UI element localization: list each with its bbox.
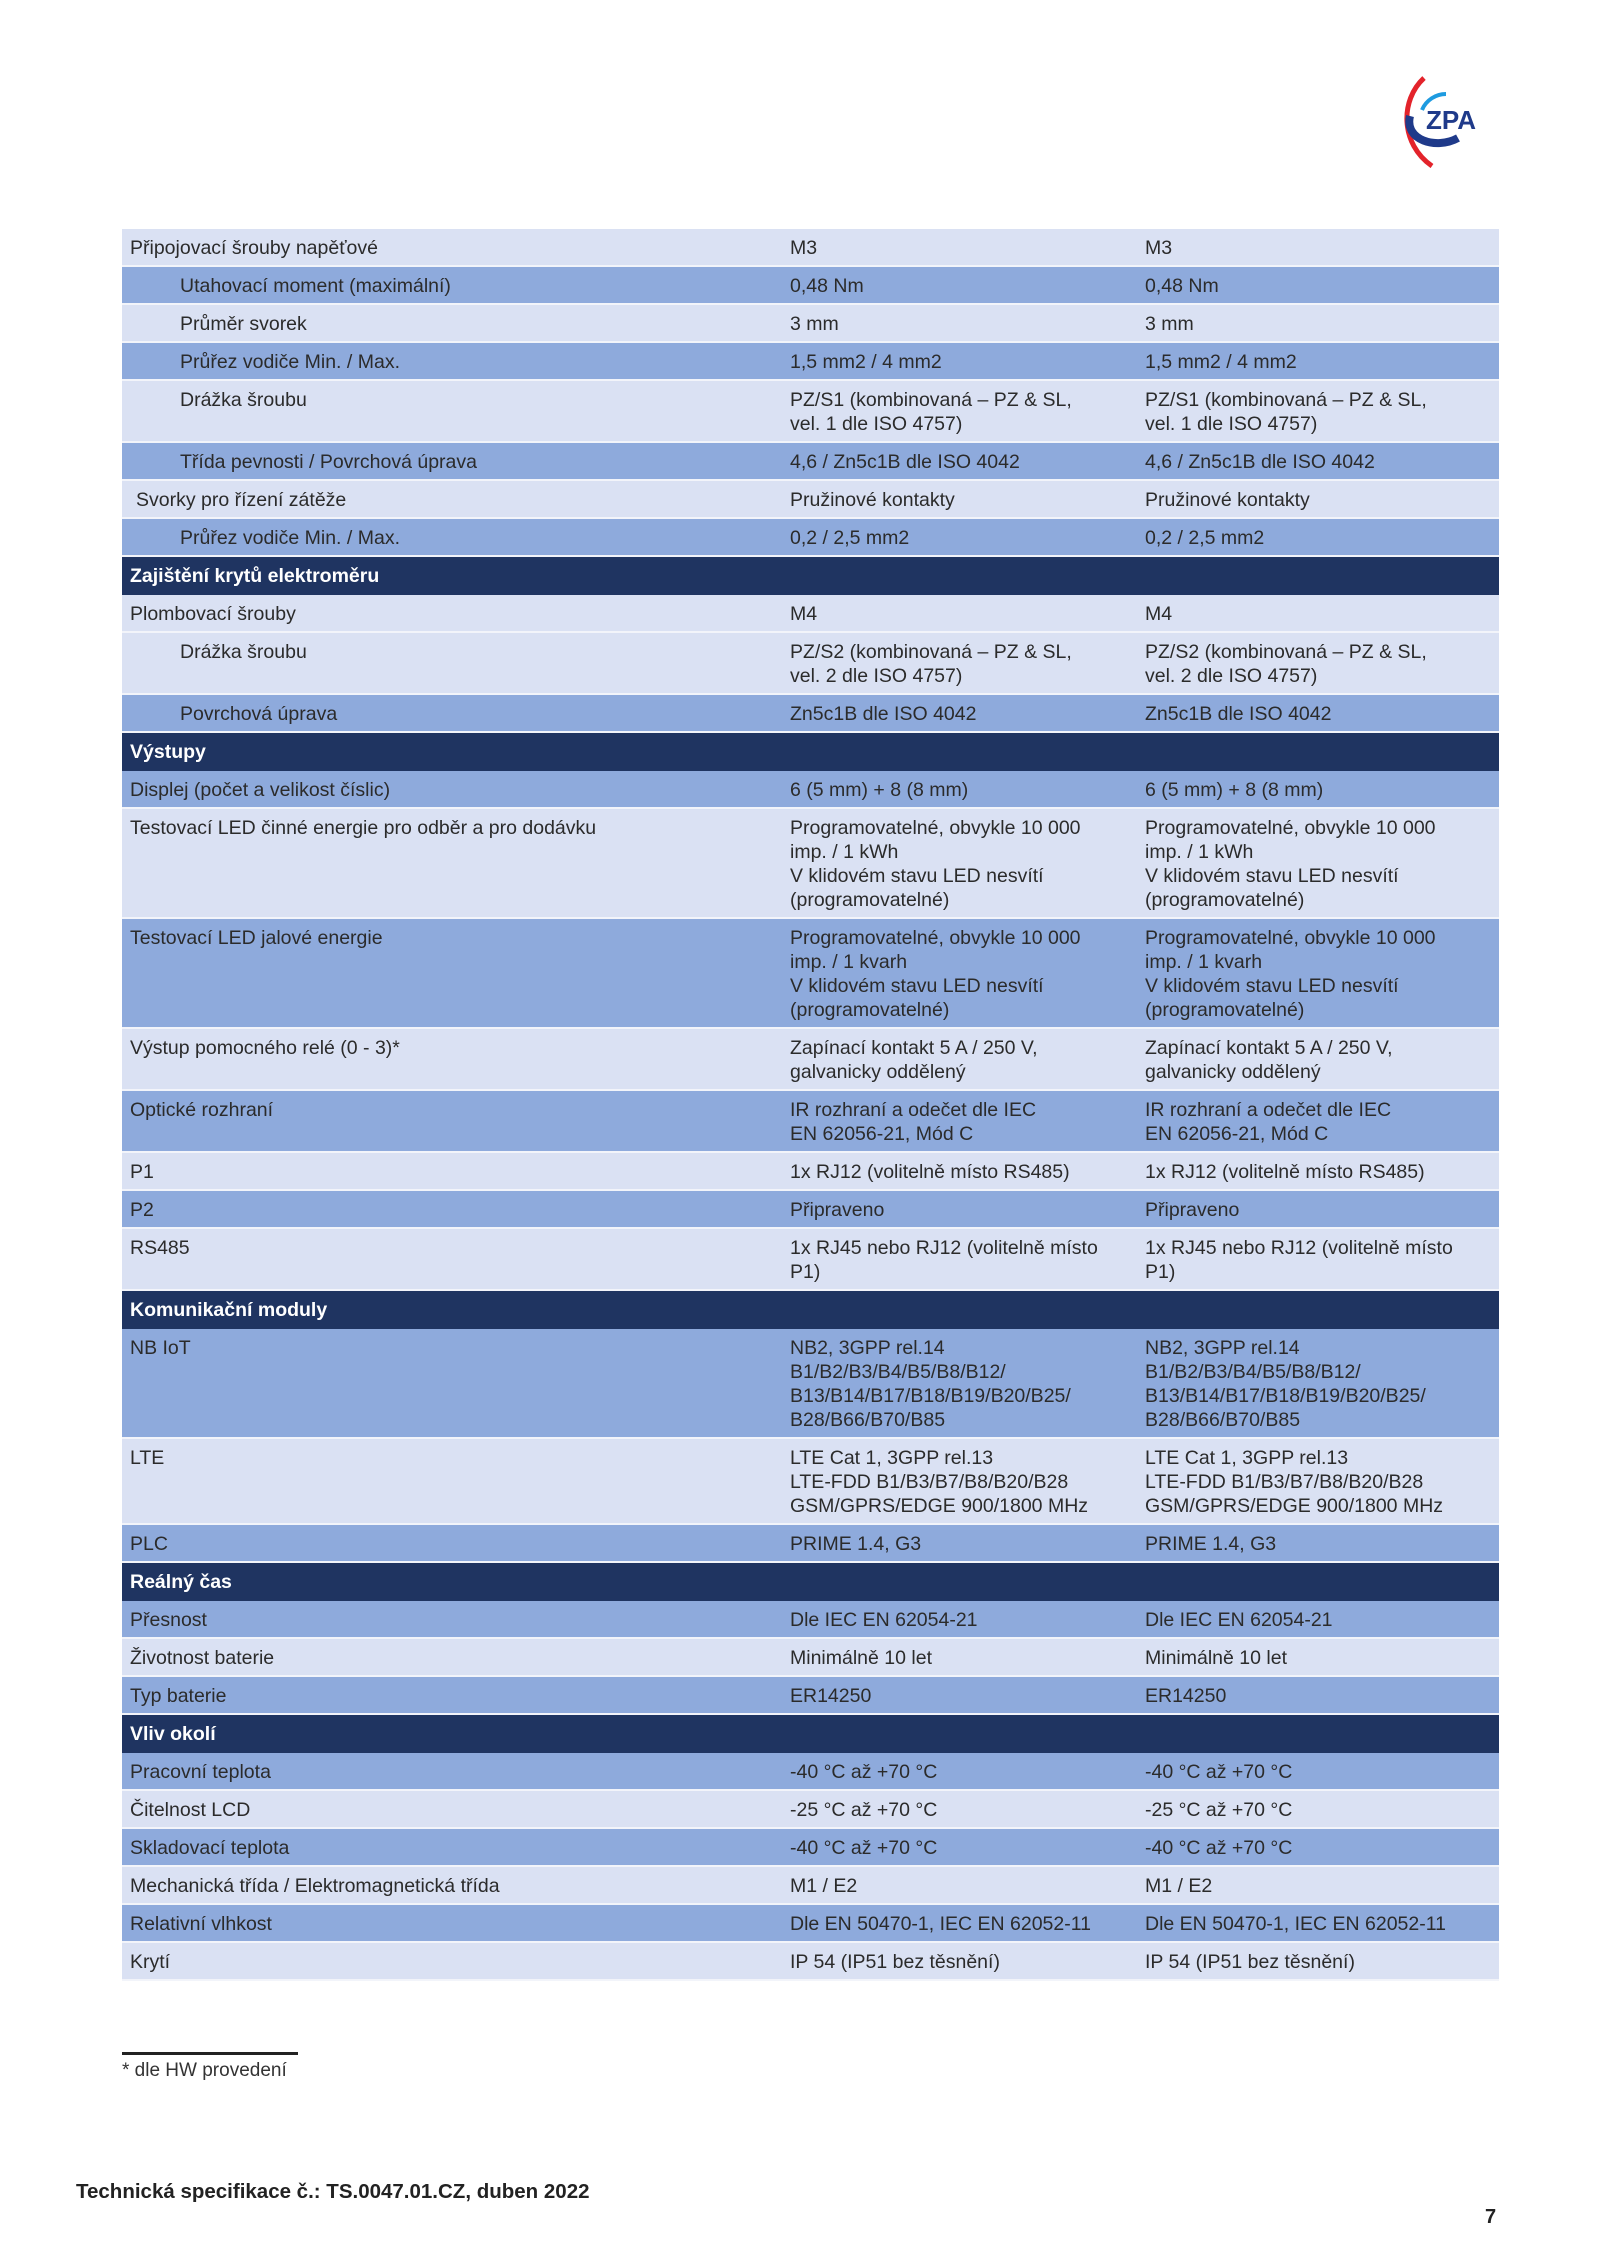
value-col-1 bbox=[790, 740, 1145, 764]
table-row bbox=[122, 1525, 1499, 1563]
table-row bbox=[122, 443, 1499, 481]
value-col-2: M4 bbox=[1145, 603, 1173, 625]
value-col-2 bbox=[1145, 1570, 1499, 1594]
row-label: Připojovací šrouby napěťové bbox=[130, 237, 378, 259]
row-label: Vliv okolí bbox=[130, 1723, 216, 1745]
value-col-1 bbox=[790, 1570, 1145, 1594]
row-label: Výstup pomocného relé (0 - 3)* bbox=[130, 1037, 400, 1059]
table-row bbox=[122, 1329, 1499, 1439]
row-label: Testovací LED činné energie pro odběr a pro dodávku bbox=[130, 817, 597, 839]
spec-table bbox=[122, 229, 1499, 1981]
value-col-2: 1,5 mm2 / 4 mm2 bbox=[1145, 351, 1297, 373]
row-label: Testovací LED jalové energie bbox=[130, 927, 383, 949]
page-number: 7 bbox=[1485, 2206, 1497, 2228]
table-row bbox=[122, 1829, 1499, 1867]
row-label: Mechanická třída / Elektromagnetická třída bbox=[130, 1875, 500, 1897]
value-col-2: IP 54 (IP51 bez těsnění) bbox=[1145, 1951, 1355, 1973]
value-col-2: -40 °C až +70 °C bbox=[1145, 1761, 1293, 1783]
value-col-1: LTE Cat 1, 3GPP rel.13 LTE-FDD B1/B3/B7/B8/B20/B28 GSM/GPRS/EDGE 900/1800 MHz bbox=[790, 1447, 1089, 1517]
row-label: P1 bbox=[130, 1161, 154, 1183]
footnote-divider bbox=[122, 2052, 298, 2055]
table-row bbox=[122, 519, 1499, 557]
row-label: Utahovací moment (maximální) bbox=[180, 275, 451, 297]
row-label: Drážka šroubu bbox=[180, 641, 307, 663]
value-col-2: Zapínací kontakt 5 A / 250 V, galvanicky oddělený bbox=[1145, 1037, 1393, 1083]
value-col-2: Pružinové kontakty bbox=[1145, 489, 1310, 511]
value-col-2: NB2, 3GPP rel.14 B1/B2/B3/B4/B5/B8/B12/ B13/B14/B17/B18/B19/B20/B25/ B28/B66/B70/B85 bbox=[1145, 1337, 1426, 1431]
row-label: Optické rozhraní bbox=[130, 1099, 274, 1121]
value-col-2: Programovatelné, obvykle 10 000 imp. / 1 kvarh V klidovém stavu LED nesvítí (programovatelné) bbox=[1145, 927, 1436, 1021]
value-col-1 bbox=[790, 1298, 1145, 1322]
value-col-1: Připraveno bbox=[790, 1199, 885, 1221]
table-row bbox=[122, 305, 1499, 343]
value-col-2: 6 (5 mm) + 8 (8 mm) bbox=[1145, 779, 1324, 801]
value-col-1: PZ/S2 (kombinovaná – PZ & SL, vel. 2 dle ISO 4757) bbox=[790, 641, 1072, 687]
row-label: Komunikační moduly bbox=[130, 1299, 328, 1321]
value-col-2 bbox=[1145, 740, 1499, 764]
value-col-2 bbox=[1145, 1298, 1499, 1322]
value-col-2: IR rozhraní a odečet dle IEC EN 62056-21, Mód C bbox=[1145, 1099, 1392, 1145]
value-col-2: 1x RJ12 (volitelně místo RS485) bbox=[1145, 1161, 1425, 1183]
value-col-2: 4,6 / Zn5c1B dle ISO 4042 bbox=[1145, 451, 1375, 473]
row-label: Zajištění krytů elektroměru bbox=[130, 565, 380, 587]
section-header-row bbox=[122, 1715, 1499, 1753]
footnote: * dle HW provedení bbox=[122, 2060, 287, 2081]
table-row bbox=[122, 1229, 1499, 1291]
table-row bbox=[122, 1029, 1499, 1091]
row-label: Displej (počet a velikost číslic) bbox=[130, 779, 391, 801]
value-col-2: 0,48 Nm bbox=[1145, 275, 1219, 297]
value-col-2: 0,2 / 2,5 mm2 bbox=[1145, 527, 1265, 549]
table-row bbox=[122, 1867, 1499, 1905]
value-col-2 bbox=[1145, 564, 1499, 588]
table-row bbox=[122, 595, 1499, 633]
value-col-2: M3 bbox=[1145, 237, 1173, 259]
value-col-2: Dle EN 50470-1, IEC EN 62052-11 bbox=[1145, 1913, 1446, 1935]
table-row bbox=[122, 1677, 1499, 1715]
value-col-1: 1x RJ12 (volitelně místo RS485) bbox=[790, 1161, 1070, 1183]
row-label: Reálný čas bbox=[130, 1571, 232, 1593]
value-col-1: NB2, 3GPP rel.14 B1/B2/B3/B4/B5/B8/B12/ B13/B14/B17/B18/B19/B20/B25/ B28/B66/B70/B85 bbox=[790, 1337, 1071, 1431]
value-col-1: Programovatelné, obvykle 10 000 imp. / 1 kWh V klidovém stavu LED nesvítí (programovatelné) bbox=[790, 817, 1081, 911]
value-col-1 bbox=[790, 1722, 1145, 1746]
table-row bbox=[122, 695, 1499, 733]
row-label: Průřez vodiče Min. / Max. bbox=[180, 527, 400, 549]
value-col-1: Dle EN 50470-1, IEC EN 62052-11 bbox=[790, 1913, 1091, 1935]
row-label: RS485 bbox=[130, 1237, 190, 1259]
footer-doc-id: Technická specifikace č.: TS.0047.01.CZ, duben 2022 bbox=[76, 2180, 590, 2203]
row-label: Průřez vodiče Min. / Max. bbox=[180, 351, 400, 373]
value-col-1: PZ/S1 (kombinovaná – PZ & SL, vel. 1 dle ISO 4757) bbox=[790, 389, 1072, 435]
table-row bbox=[122, 1439, 1499, 1525]
row-label: Povrchová úprava bbox=[180, 703, 338, 725]
value-col-1: M4 bbox=[790, 603, 818, 625]
row-label: Čitelnost LCD bbox=[130, 1799, 251, 1821]
section-header-row bbox=[122, 557, 1499, 595]
row-label: Svorky pro řízení zátěže bbox=[136, 489, 347, 511]
value-col-2: Zn5c1B dle ISO 4042 bbox=[1145, 703, 1332, 725]
table-row bbox=[122, 481, 1499, 519]
value-col-2 bbox=[1145, 1722, 1499, 1746]
value-col-1: 0,48 Nm bbox=[790, 275, 864, 297]
table-row bbox=[122, 1153, 1499, 1191]
table-row bbox=[122, 1601, 1499, 1639]
value-col-2: Připraveno bbox=[1145, 1199, 1240, 1221]
value-col-1: 3 mm bbox=[790, 313, 839, 335]
row-label: Drážka šroubu bbox=[180, 389, 307, 411]
value-col-2: PZ/S1 (kombinovaná – PZ & SL, vel. 1 dle ISO 4757) bbox=[1145, 389, 1427, 435]
value-col-2: -40 °C až +70 °C bbox=[1145, 1837, 1293, 1859]
table-row bbox=[122, 1943, 1499, 1981]
value-col-2: 3 mm bbox=[1145, 313, 1194, 335]
table-row bbox=[122, 919, 1499, 1029]
value-col-1 bbox=[790, 564, 1145, 588]
value-col-1: -25 °C až +70 °C bbox=[790, 1799, 938, 1821]
value-col-1: -40 °C až +70 °C bbox=[790, 1761, 938, 1783]
row-label: Přesnost bbox=[130, 1609, 207, 1631]
table-row bbox=[122, 1905, 1499, 1943]
value-col-2: M1 / E2 bbox=[1145, 1875, 1213, 1897]
value-col-1: 4,6 / Zn5c1B dle ISO 4042 bbox=[790, 451, 1020, 473]
section-header-row bbox=[122, 733, 1499, 771]
value-col-1: ER14250 bbox=[790, 1685, 872, 1707]
row-label: Relativní vlhkost bbox=[130, 1913, 272, 1935]
row-label: Plombovací šrouby bbox=[130, 603, 296, 625]
value-col-1: 6 (5 mm) + 8 (8 mm) bbox=[790, 779, 969, 801]
value-col-1: M1 / E2 bbox=[790, 1875, 858, 1897]
table-row bbox=[122, 267, 1499, 305]
table-row bbox=[122, 1639, 1499, 1677]
zpa-logo bbox=[1396, 74, 1500, 168]
value-col-2: Programovatelné, obvykle 10 000 imp. / 1 kWh V klidovém stavu LED nesvítí (programovatelné) bbox=[1145, 817, 1436, 911]
row-label: Typ baterie bbox=[130, 1685, 227, 1707]
value-col-2: 1x RJ45 nebo RJ12 (volitelně místo P1) bbox=[1145, 1237, 1453, 1283]
row-label: PLC bbox=[130, 1533, 168, 1555]
table-row bbox=[122, 1091, 1499, 1153]
row-label: Výstupy bbox=[130, 741, 206, 763]
value-col-2: Minimálně 10 let bbox=[1145, 1647, 1287, 1669]
value-col-1: Minimálně 10 let bbox=[790, 1647, 932, 1669]
table-row bbox=[122, 229, 1499, 267]
row-label: Průměr svorek bbox=[180, 313, 307, 335]
row-label: NB IoT bbox=[130, 1337, 191, 1359]
table-row bbox=[122, 1191, 1499, 1229]
value-col-1: 0,2 / 2,5 mm2 bbox=[790, 527, 910, 549]
svg-text:ZPA: ZPA bbox=[1426, 105, 1477, 135]
value-col-1: Zn5c1B dle ISO 4042 bbox=[790, 703, 977, 725]
value-col-1: -40 °C až +70 °C bbox=[790, 1837, 938, 1859]
row-label: Životnost baterie bbox=[130, 1647, 275, 1669]
value-col-1: IP 54 (IP51 bez těsnění) bbox=[790, 1951, 1000, 1973]
value-col-1: 1,5 mm2 / 4 mm2 bbox=[790, 351, 942, 373]
row-label: LTE bbox=[130, 1447, 165, 1469]
row-label: Třída pevnosti / Povrchová úprava bbox=[180, 451, 477, 473]
table-row bbox=[122, 771, 1499, 809]
value-col-1: PRIME 1.4, G3 bbox=[790, 1533, 922, 1555]
table-row bbox=[122, 633, 1499, 695]
value-col-1: Programovatelné, obvykle 10 000 imp. / 1 kvarh V klidovém stavu LED nesvítí (programovatelné) bbox=[790, 927, 1081, 1021]
value-col-1: Dle IEC EN 62054-21 bbox=[790, 1609, 978, 1631]
row-label: Krytí bbox=[130, 1951, 171, 1973]
value-col-2: Dle IEC EN 62054-21 bbox=[1145, 1609, 1333, 1631]
value-col-1: M3 bbox=[790, 237, 818, 259]
table-row bbox=[122, 343, 1499, 381]
value-col-1: IR rozhraní a odečet dle IEC EN 62056-21, Mód C bbox=[790, 1099, 1037, 1145]
row-label: P2 bbox=[130, 1199, 154, 1221]
value-col-1: Pružinové kontakty bbox=[790, 489, 955, 511]
table-row bbox=[122, 1791, 1499, 1829]
table-row bbox=[122, 809, 1499, 919]
row-label: Skladovací teplota bbox=[130, 1837, 290, 1859]
value-col-2: ER14250 bbox=[1145, 1685, 1227, 1707]
value-col-2: -25 °C až +70 °C bbox=[1145, 1799, 1293, 1821]
section-header-row bbox=[122, 1563, 1499, 1601]
row-label: Pracovní teplota bbox=[130, 1761, 271, 1783]
value-col-1: 1x RJ45 nebo RJ12 (volitelně místo P1) bbox=[790, 1237, 1098, 1283]
section-header-row bbox=[122, 1291, 1499, 1329]
table-row bbox=[122, 1753, 1499, 1791]
value-col-2: PRIME 1.4, G3 bbox=[1145, 1533, 1277, 1555]
value-col-1: Zapínací kontakt 5 A / 250 V, galvanicky oddělený bbox=[790, 1037, 1038, 1083]
value-col-2: LTE Cat 1, 3GPP rel.13 LTE-FDD B1/B3/B7/B8/B20/B28 GSM/GPRS/EDGE 900/1800 MHz bbox=[1145, 1447, 1444, 1517]
value-col-2: PZ/S2 (kombinovaná – PZ & SL, vel. 2 dle ISO 4757) bbox=[1145, 641, 1427, 687]
table-row bbox=[122, 381, 1499, 443]
